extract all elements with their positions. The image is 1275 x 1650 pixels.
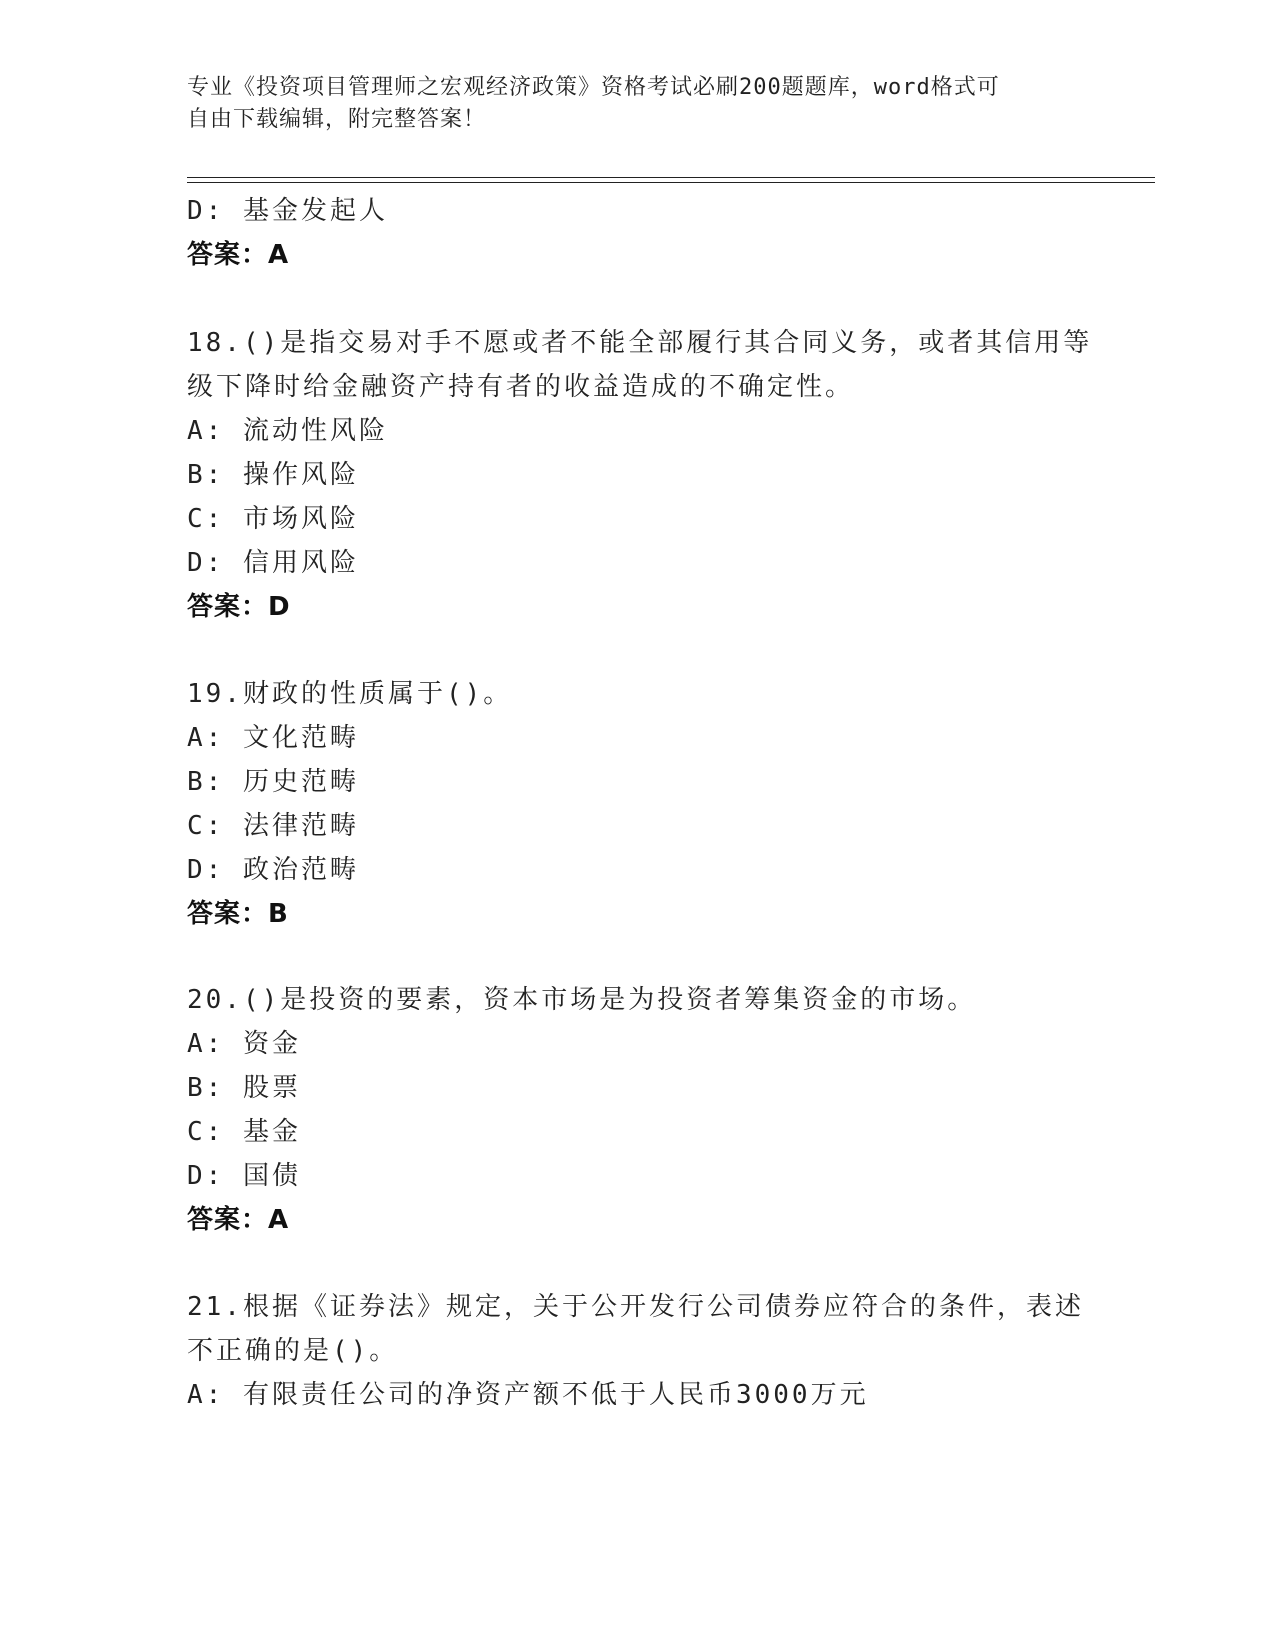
q19-option-c: C: 法律范畴 <box>187 811 359 841</box>
header-divider-bottom <box>187 182 1155 183</box>
header-divider-top <box>187 177 1155 178</box>
q19-answer: 答案：B <box>187 899 289 929</box>
q20-option-d: D: 国债 <box>187 1161 301 1191</box>
q19-option-a: A: 文化范畴 <box>187 723 359 753</box>
q18-answer: 答案：D <box>187 592 291 622</box>
document-header <box>187 72 1067 136</box>
q20-option-b: B: 股票 <box>187 1073 301 1103</box>
header-line-1: 专业《投资项目管理师之宏观经济政策》资格考试必刷200题题库，word格式可 <box>187 75 1000 100</box>
q20-option-a: A: 资金 <box>187 1029 301 1059</box>
q21-stem-line-1: 21.根据《证券法》规定，关于公开发行公司债券应符合的条件，表述 <box>187 1292 1084 1322</box>
q18-option-d: D: 信用风险 <box>187 548 359 578</box>
q18-option-c: C: 市场风险 <box>187 504 359 534</box>
q18-stem-line-2: 级下降时给金融资产持有者的收益造成的不确定性。 <box>187 372 855 402</box>
q18-option-a: A: 流动性风险 <box>187 416 388 446</box>
q18-stem-line-1: 18.()是指交易对手不愿或者不能全部履行其合同义务，或者其信用等 <box>187 328 1093 358</box>
q19-option-d: D: 政治范畴 <box>187 855 359 885</box>
q21-option-a: A: 有限责任公司的净资产额不低于人民币3000万元 <box>187 1380 869 1410</box>
q19-stem: 19.财政的性质属于()。 <box>187 679 513 709</box>
q20-stem: 20.()是投资的要素，资本市场是为投资者筹集资金的市场。 <box>187 985 977 1015</box>
q18-option-b: B: 操作风险 <box>187 460 359 490</box>
header-line-2: 自由下载编辑，附完整答案！ <box>187 107 487 132</box>
q19-option-b: B: 历史范畴 <box>187 767 359 797</box>
q20-option-c: C: 基金 <box>187 1117 301 1147</box>
q21-stem-line-2: 不正确的是()。 <box>187 1336 399 1366</box>
prev-option-d: D: 基金发起人 <box>187 196 388 226</box>
q20-answer: 答案：A <box>187 1205 290 1235</box>
prev-answer: 答案：A <box>187 240 290 270</box>
